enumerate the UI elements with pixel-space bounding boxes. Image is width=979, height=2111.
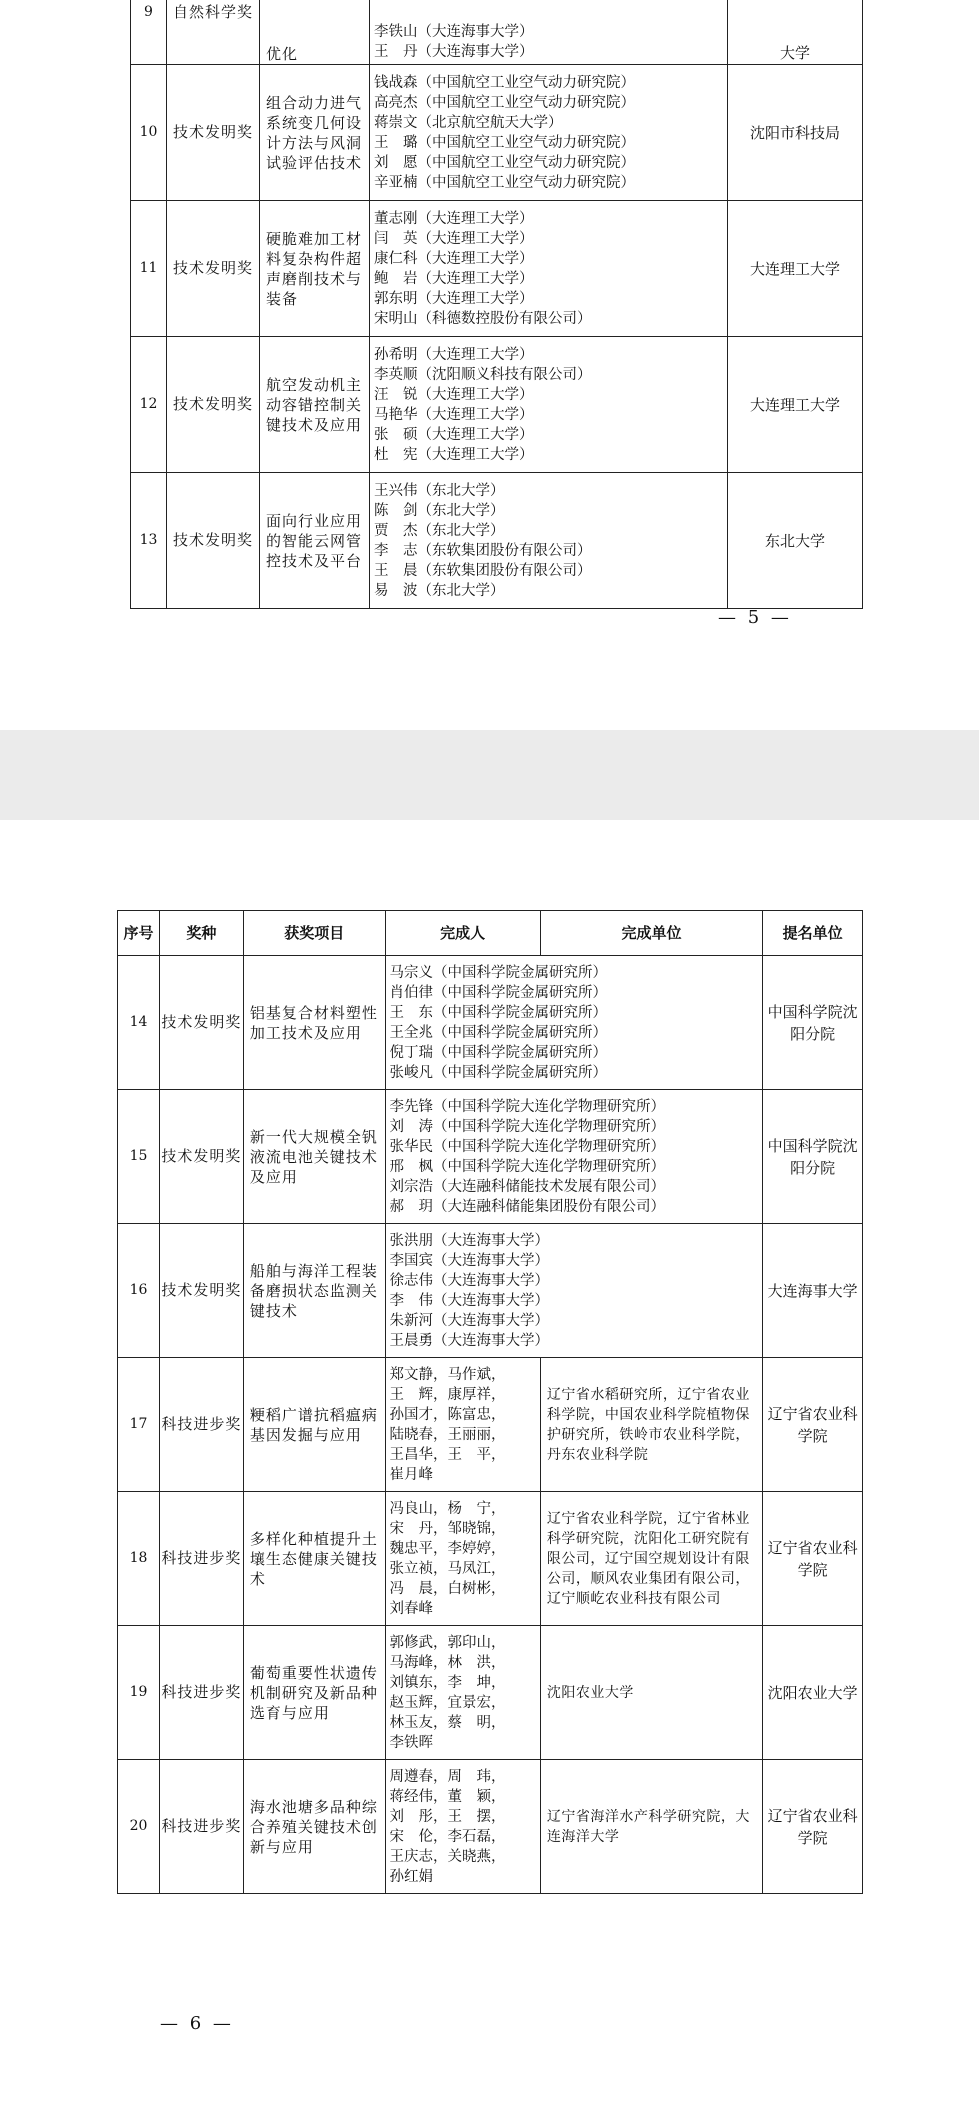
award-type: 技术发明奖 (167, 65, 260, 201)
completer-name: 王 晨（东软集团股份有限公司） (374, 562, 592, 579)
completer-name: 宋 伦，李石磊， (389, 1828, 506, 1845)
completing-units: 辽宁省农业科学院，辽宁省林业科学研究院，沈阳化工研究院有限公司，辽宁国空规划设计有限公司，顺风农业集团有限公司，辽宁顺屹农业科技有限公司 (540, 1492, 762, 1626)
award-type: 自然科学奖 (167, 0, 260, 65)
completer-name: 李 志（东软集团股份有限公司） (374, 542, 592, 559)
completer-name: 康仁科（大连理工大学） (374, 250, 534, 267)
completer-name: 李铁山（大连海事大学） (374, 24, 534, 40)
completer-name: 赵玉辉，宜景宏， (389, 1694, 506, 1711)
completer-name: 马海峰，林 洪， (389, 1654, 506, 1671)
completers-list (385, 1760, 540, 1894)
completer-name: 蒋经伟，董 颖， (389, 1788, 506, 1805)
header-type: 奖种 (159, 911, 243, 956)
completer-name: 孙希明（大连理工大学） (374, 346, 534, 363)
completers-list (370, 0, 728, 65)
completer-name: 陈 剑（东北大学） (374, 502, 505, 519)
award-type: 技术发明奖 (159, 956, 243, 1090)
nominating-unit: 大连理工大学 (728, 337, 863, 473)
completer-name: 刘 彤，王 摆， (389, 1808, 506, 1825)
completer-name: 崔月峰 (389, 1466, 434, 1483)
nominating-unit: 大学 (728, 0, 863, 65)
row-number: 20 (118, 1760, 160, 1894)
table-row (131, 0, 863, 65)
completer-name: 李铁晖 (389, 1734, 434, 1751)
completer-name: 郭修武，郭印山， (389, 1634, 506, 1651)
row-number: 9 (131, 0, 167, 65)
table-row (131, 201, 863, 337)
page-5-sheet (0, 0, 979, 730)
completer-name: 刘 愿（中国航空工业空气动力研究院） (374, 154, 635, 171)
row-number: 10 (131, 65, 167, 201)
completer-name: 杜 宪（大连理工大学） (374, 446, 534, 463)
header-nominator: 提名单位 (763, 911, 863, 956)
nominating-unit: 东北大学 (728, 473, 863, 609)
completer-name: 张立祯，马凤江， (389, 1560, 506, 1577)
page-6-sheet (0, 820, 979, 2111)
completer-name: 郭东明（大连理工大学） (374, 290, 534, 307)
completers-list (385, 1358, 540, 1492)
completer-name: 李国宾（大连海事大学） (389, 1252, 550, 1269)
completer-name: 冯 晨，白树彬， (389, 1580, 506, 1597)
table-header-row (118, 911, 863, 956)
award-type: 科技进步奖 (159, 1492, 243, 1626)
completer-name: 肖伯律（中国科学院金属研究所） (389, 984, 608, 1001)
completer-name: 倪丁瑞（中国科学院金属研究所） (389, 1044, 608, 1061)
completer-name: 董志刚（大连理工大学） (374, 210, 534, 227)
completer-name: 徐志伟（大连海事大学） (389, 1272, 550, 1289)
completer-name: 刘宗浩（大连融科储能技术发展有限公司） (389, 1178, 666, 1195)
completer-name: 张洪朋（大连海事大学） (389, 1232, 550, 1249)
completer-name: 刘 涛（中国科学院大连化学物理研究所） (389, 1118, 666, 1135)
project-title: 优化 (260, 0, 370, 65)
completer-name: 鲍 岩（大连理工大学） (374, 270, 534, 287)
completers-list (385, 956, 763, 1090)
table-row (131, 473, 863, 609)
completers-list (370, 65, 728, 201)
completer-name: 张华民（中国科学院大连化学物理研究所） (389, 1138, 666, 1155)
completing-units: 沈阳农业大学 (540, 1626, 762, 1760)
table-row (131, 337, 863, 473)
row-number: 13 (131, 473, 167, 609)
award-type: 科技进步奖 (159, 1358, 243, 1492)
project-title: 面向行业应用的智能云网管控技术及平台 (260, 473, 370, 609)
award-type: 技术发明奖 (167, 337, 260, 473)
completer-name: 刘春峰 (389, 1600, 434, 1617)
project-title: 航空发动机主动容错控制关键技术及应用 (260, 337, 370, 473)
project-title: 船舶与海洋工程装备磨损状态监测关键技术 (243, 1224, 385, 1358)
awards-table-page-6 (117, 910, 863, 1894)
row-number: 11 (131, 201, 167, 337)
table-row (131, 65, 863, 201)
completer-name: 刘镇东，李 坤， (389, 1674, 506, 1691)
page-number: — 6 — (160, 2013, 234, 2034)
completing-units: 辽宁省海洋水产科学研究院，大连海洋大学 (540, 1760, 762, 1894)
row-number: 12 (131, 337, 167, 473)
completers-list (370, 473, 728, 609)
nominating-unit: 辽宁省农业科学院 (763, 1358, 863, 1492)
project-title: 硬脆难加工材料复杂构件超声磨削技术与装备 (260, 201, 370, 337)
completer-name: 孙红娟 (389, 1868, 434, 1885)
completer-name: 宋 丹，邹晓锦， (389, 1520, 506, 1537)
award-type: 技术发明奖 (167, 201, 260, 337)
table-row (118, 1492, 863, 1626)
completer-name: 马宗义（中国科学院金属研究所） (389, 964, 608, 981)
completer-name: 冯良山，杨 宁， (389, 1500, 506, 1517)
award-type: 技术发明奖 (159, 1090, 243, 1224)
project-title: 组合动力进气系统变几何设计方法与风洞试验评估技术 (260, 65, 370, 201)
nominating-unit: 大连海事大学 (763, 1224, 863, 1358)
nominating-unit: 中国科学院沈阳分院 (763, 956, 863, 1090)
completer-name: 周遵春，周 玮， (389, 1768, 506, 1785)
award-type: 技术发明奖 (167, 473, 260, 609)
row-number: 14 (118, 956, 160, 1090)
completer-name: 王 丹（大连海事大学） (374, 44, 534, 60)
award-type: 科技进步奖 (159, 1626, 243, 1760)
completer-name: 王庆志，关晓燕， (389, 1848, 506, 1865)
table-row (118, 1760, 863, 1894)
page-number: — 5 — (718, 607, 792, 628)
completer-name: 李先锋（中国科学院大连化学物理研究所） (389, 1098, 666, 1115)
completer-name: 王 璐（中国航空工业空气动力研究院） (374, 134, 635, 151)
completers-list (385, 1224, 763, 1358)
table-row (118, 1358, 863, 1492)
completer-name: 辛亚楠（中国航空工业空气动力研究院） (374, 174, 635, 191)
completer-name: 贾 杰（东北大学） (374, 522, 505, 539)
completer-name: 郑文静，马作斌， (389, 1366, 506, 1383)
completer-name: 王全兆（中国科学院金属研究所） (389, 1024, 608, 1041)
project-title: 新一代大规模全钒液流电池关键技术及应用 (243, 1090, 385, 1224)
completer-name: 郝 玥（大连融科储能集团股份有限公司） (389, 1198, 666, 1215)
completer-name: 朱新河（大连海事大学） (389, 1312, 550, 1329)
completers-list (370, 201, 728, 337)
nominating-unit: 沈阳市科技局 (728, 65, 863, 201)
project-title: 葡萄重要性状遗传机制研究及新品种选育与应用 (243, 1626, 385, 1760)
header-no: 序号 (118, 911, 160, 956)
completer-name: 陆晓春，王丽丽， (389, 1426, 506, 1443)
completer-name: 邢 枫（中国科学院大连化学物理研究所） (389, 1158, 666, 1175)
completer-name: 闫 英（大连理工大学） (374, 230, 534, 247)
completer-name: 张 硕（大连理工大学） (374, 426, 534, 443)
header-people: 完成人 (385, 911, 540, 956)
completer-name: 蒋崇文（北京航空航天大学） (374, 114, 563, 131)
project-title: 粳稻广谱抗稻瘟病基因发掘与应用 (243, 1358, 385, 1492)
completer-name: 王兴伟（东北大学） (374, 482, 505, 499)
project-title: 铝基复合材料塑性加工技术及应用 (243, 956, 385, 1090)
row-number: 18 (118, 1492, 160, 1626)
completer-name: 王昌华，王 平， (389, 1446, 506, 1463)
completer-name: 汪 锐（大连理工大学） (374, 386, 534, 403)
completer-name: 易 波（东北大学） (374, 582, 505, 599)
completer-name: 李英顺（沈阳顺义科技有限公司） (374, 366, 592, 383)
header-project: 获奖项目 (243, 911, 385, 956)
nominating-unit: 辽宁省农业科学院 (763, 1492, 863, 1626)
nominating-unit: 辽宁省农业科学院 (763, 1760, 863, 1894)
row-number: 16 (118, 1224, 160, 1358)
row-number: 19 (118, 1626, 160, 1760)
page-gap (0, 730, 979, 820)
completer-name: 宋明山（科德数控股份有限公司） (374, 310, 592, 327)
completer-name: 李 伟（大连海事大学） (389, 1292, 550, 1309)
table-row (118, 1224, 863, 1358)
awards-table-page-5 (130, 0, 863, 609)
completers-list (385, 1626, 540, 1760)
completer-name: 王 辉，康厚祥， (389, 1386, 506, 1403)
award-type: 技术发明奖 (159, 1224, 243, 1358)
completer-name: 马艳华（大连理工大学） (374, 406, 534, 423)
row-number: 17 (118, 1358, 160, 1492)
completers-list (370, 337, 728, 473)
completer-name: 孙国才，陈富忠， (389, 1406, 506, 1423)
table-row (118, 1090, 863, 1224)
nominating-unit: 中国科学院沈阳分院 (763, 1090, 863, 1224)
project-title: 海水池塘多品种综合养殖关键技术创新与应用 (243, 1760, 385, 1894)
nominating-unit: 大连理工大学 (728, 201, 863, 337)
nominating-unit: 沈阳农业大学 (763, 1626, 863, 1760)
completer-name: 王晨勇（大连海事大学） (389, 1332, 550, 1349)
award-type: 科技进步奖 (159, 1760, 243, 1894)
table-row (118, 956, 863, 1090)
header-units: 完成单位 (540, 911, 762, 956)
completing-units: 辽宁省水稻研究所，辽宁省农业科学院，中国农业科学院植物保护研究所，铁岭市农业科学院，丹东农业科学院 (540, 1358, 762, 1492)
completer-name: 林玉友，蔡 明， (389, 1714, 506, 1731)
table-row (118, 1626, 863, 1760)
row-number: 15 (118, 1090, 160, 1224)
completers-list (385, 1492, 540, 1626)
completer-name: 高亮杰（中国航空工业空气动力研究院） (374, 94, 635, 111)
completers-list (385, 1090, 763, 1224)
completer-name: 张峻凡（中国科学院金属研究所） (389, 1064, 608, 1081)
completer-name: 魏忠平，李婷婷， (389, 1540, 506, 1557)
completer-name: 王 东（中国科学院金属研究所） (389, 1004, 608, 1021)
completer-name: 钱战森（中国航空工业空气动力研究院） (374, 74, 635, 91)
project-title: 多样化种植提升土壤生态健康关键技术 (243, 1492, 385, 1626)
